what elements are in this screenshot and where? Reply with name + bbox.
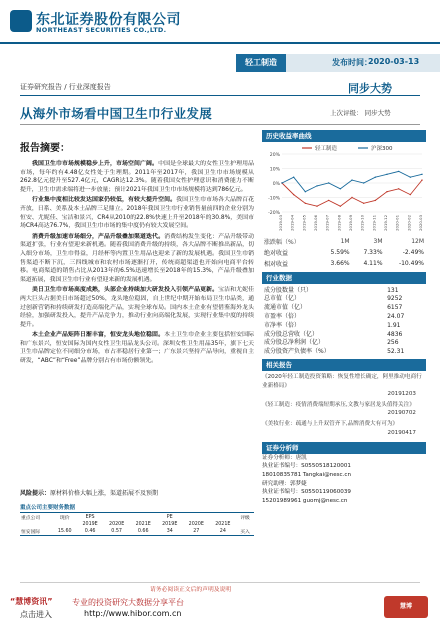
company-logo-icon — [10, 10, 32, 32]
risk-label: 风险提示： — [20, 490, 51, 497]
y-tick-label: 0% — [272, 182, 280, 187]
rating-badge: 同步大势 — [348, 82, 392, 95]
paragraph-heading: 本土企业产品矩阵日渐丰富，恒安龙头地位稳固。 — [32, 332, 165, 339]
risk-text: 原材料价格大幅上涨，渠道拓展不及预期 — [50, 490, 159, 497]
analyst-license: 执业证书编号：S0550119060039 — [262, 489, 351, 496]
analyst-title: 证券分析师 — [262, 442, 426, 454]
market-data-table — [262, 286, 426, 356]
header-divider — [0, 42, 440, 44]
footer-enter-link[interactable]: 点击进入 — [20, 610, 52, 619]
data-point — [375, 177, 376, 178]
data-point — [305, 203, 306, 204]
market-label: 成分股资产负债率（%） — [264, 348, 330, 356]
footer-brand: “慧博资讯” — [10, 597, 53, 606]
table-cell — [183, 513, 210, 521]
data-point — [340, 188, 341, 189]
x-tick-label: 2019-04 — [289, 215, 295, 231]
market-label: 市净率（倍） — [264, 321, 301, 329]
financial-table-title: 重点公司主要财务数据 — [20, 505, 76, 511]
data-point — [410, 194, 411, 195]
market-value: 256 — [387, 339, 399, 347]
analyst-name: 证券分析师：唐凯 — [262, 454, 307, 461]
title-divider — [20, 124, 420, 125]
table-cell: -2.49% — [402, 249, 424, 256]
x-tick-label: 2019-11 — [371, 215, 377, 231]
financial-table-bottom — [20, 535, 254, 536]
industry-tag: 轻工制造 — [236, 54, 286, 72]
trend-title: 历史收益率曲线 — [262, 130, 426, 142]
data-point — [305, 191, 306, 192]
table-cell: 2021E — [135, 521, 151, 527]
paragraph-text: 宝洁和尤妮佳两大巨头占据美日市场超过50%，龙头地位稳固，自上世纪中期开始布局卫生巾品类，通过创新营销和持续研发打造高端化产品，实现全球布局。国内本土企业有望借鉴海外龙头经验，加强研发投入，提升产品竞争力，推动行业向高端化发展，实现行业集中度的持续提升。 — [20, 287, 254, 328]
analyst-contact: 18010835781 Tangkai@nesc.cn — [262, 472, 352, 479]
related-reports-title: 相关报告 — [262, 359, 426, 371]
disclaimer-note: 请务必阅读正文后的声明及说明 — [150, 587, 232, 593]
table-cell: 15.60 — [57, 528, 72, 534]
x-tick-label: 2019-12 — [383, 215, 388, 231]
paragraph-text: 中国是全球最大的女性卫生护理用品市场，每年约有4.48亿女性处于生理期。2011年至2017年，我国卫生巾市场规模从262.8亿元提升至527.4亿元，CAGR达12.3%。随着我国女性护理意识和消费能力不断提升，卫生巾需求端将进一步放量；预计2021年我国卫生巾市场规模将达到786亿元。 — [20, 161, 255, 193]
table-cell: 27 — [193, 528, 200, 534]
table-cell: 2020E — [109, 521, 125, 527]
y-tick-label: -20% — [268, 211, 280, 216]
paragraph-heading: 我国卫生巾市场规模稳步上升，市场空间广阔。 — [32, 161, 159, 167]
performance-table — [262, 236, 426, 269]
table-row — [262, 286, 426, 295]
company-name-cn: 东北证券股份有限公司 — [36, 12, 181, 28]
data-point — [340, 206, 341, 207]
table-cell — [210, 513, 237, 521]
table-cell: 买入 — [240, 529, 250, 535]
data-point — [293, 177, 294, 178]
data-point — [375, 200, 376, 201]
paragraph-heading: 消费升级加速市场细分，产品升级叠加渠道迭代。 — [32, 233, 165, 240]
market-value: 131 — [387, 286, 399, 294]
table-cell: 1M — [340, 238, 350, 245]
related-report-date: 20191203 — [387, 391, 416, 398]
analyst-license: 执业证书编号：S0550518120001 — [262, 463, 351, 470]
legend-label: 轻工制造 — [315, 146, 338, 152]
x-tick-label: 2020-01 — [394, 215, 400, 231]
risk-note — [20, 488, 158, 497]
market-label: 成分股总营收（亿） — [264, 330, 319, 338]
data-point — [281, 182, 282, 183]
summary-paragraph — [20, 196, 254, 230]
summary-paragraph — [20, 233, 254, 285]
sidebar — [262, 130, 426, 505]
last-rating: 上次评级： 同步大势 — [330, 109, 391, 117]
publish-date: 2020-03-13 — [368, 57, 420, 66]
analyst-name: 研究助理：郭梦婕 — [262, 480, 307, 487]
table-cell: PE — [166, 514, 173, 520]
table-row — [20, 527, 254, 535]
data-point — [410, 177, 411, 178]
x-tick-label: 2019-07 — [324, 215, 330, 231]
table-cell: 2020E — [188, 521, 204, 527]
analyst-list — [262, 454, 426, 506]
table-cell — [130, 513, 157, 521]
x-tick-label: 2020-03 — [418, 215, 423, 231]
x-tick-label: 2020-02 — [406, 215, 412, 231]
breadcrumb: 证券研究报告 / 行业深度报告 — [20, 83, 111, 91]
paragraph-text: 我国卫生巾市场各大品牌百花齐放，日系、美系及本土品牌三足鼎立。2018年我国卫生巾行业销售量前四的企业分别为恒安、尤妮佳、宝洁和景兴，CR4从2010的22.8%快速上升至2018年的30.8%，美国市场CR4高达76.7%，我国卫生巾市场的集中度仍有较大发展空间。 — [20, 197, 255, 230]
legend-label: 沪深300 — [371, 146, 393, 152]
trend-chart-svg — [262, 142, 426, 234]
table-cell: 2019E — [82, 521, 98, 527]
summary-body — [20, 160, 254, 368]
footer-divider — [20, 582, 420, 583]
table-cell: 3M — [373, 238, 383, 245]
financial-table — [20, 503, 254, 536]
table-cell: 2019E — [162, 521, 178, 527]
market-value: 4836 — [387, 330, 403, 338]
x-tick-label: 2019-06 — [313, 215, 318, 231]
table-row — [262, 295, 426, 304]
table-cell: 0.57 — [111, 528, 122, 534]
y-tick-label: -10% — [268, 196, 280, 202]
publish-label: 发布时间： — [332, 58, 372, 67]
market-label: 成分股总净利润（亿） — [264, 339, 325, 347]
table-cell: -10.49% — [398, 260, 424, 267]
table-row — [262, 312, 426, 321]
table-cell: 0.46 — [84, 528, 96, 534]
summary-paragraph — [20, 160, 254, 194]
market-label: 市盈率（倍） — [264, 312, 301, 320]
table-row — [262, 321, 426, 330]
market-value: 6157 — [387, 304, 403, 312]
table-cell: 12M — [411, 238, 424, 245]
x-tick-label: 2019-10 — [359, 215, 365, 231]
data-point — [328, 182, 329, 183]
data-point — [316, 206, 317, 207]
data-point — [351, 179, 352, 180]
table-cell: 相对收益 — [264, 261, 289, 268]
related-report-link[interactable]: 《美妆行业：疏通与上升双管齐下,品牌消费大有可为》 — [262, 421, 399, 428]
market-label: 总市值（亿） — [264, 295, 301, 303]
table-row — [262, 247, 426, 258]
market-value: 52.31 — [387, 348, 405, 356]
table-cell: 5.59% — [330, 249, 350, 256]
related-reports-list — [262, 373, 426, 438]
paragraph-text: 消费结构发生变化：产品升级带动渠道扩张，行业有望迎来新机遇。随着我国消费升级的持续，各大品牌不断推出新品，切入细分市场，卫生巾得益，月经杯等内置卫生用品也迎来了新的发展机遇。我国卫生巾销售渠道不断下沉，三四线城市和农村市场逐渐打开，传统商超渠道也开始向电商平台转移。电商渠道的销售占比从2013年的6.5%迅速增长至2018年的15.3%，产品升级叠加渠道拓展，我国卫生巾行业有望迎来新的发展机遇。 — [20, 233, 255, 283]
y-tick-label: 20% — [269, 153, 280, 158]
market-data-title: 行业数据 — [262, 272, 426, 284]
trend-chart — [262, 142, 426, 234]
related-report-date: 20190417 — [387, 429, 416, 436]
analyst-contact: 15201989961 guomj@nesc.cn — [262, 497, 348, 504]
y-tick-label: 10% — [269, 167, 280, 173]
table-header-row — [20, 513, 254, 521]
x-tick-label: 2019-08 — [336, 215, 342, 231]
paragraph-text: 本土卫生巾企业主要包括恒安国际和广东景兴，恒安国际为国内女性卫生用品龙头公司。深圳女性卫生用品35年，旗下七天卫生巾品牌定位不同细分市场，市占率稳居行业第一；广东景兴坚持产品导向，重视自主研发，“ABC”和“Free”品牌分别占有市场份额领先。 — [20, 332, 255, 365]
data-point — [386, 191, 387, 192]
table-cell: 绝对收益 — [264, 250, 289, 257]
table-cell: 2021E — [215, 521, 231, 527]
table-cell — [103, 513, 130, 521]
report-header — [0, 0, 440, 96]
related-report-date: 20190702 — [387, 410, 416, 417]
table-cell: 重点公司 — [21, 515, 41, 521]
table-cell: 34 — [166, 528, 173, 534]
footer-logo-icon: 慧博 — [384, 596, 428, 618]
data-point — [328, 200, 329, 201]
table-row — [262, 339, 426, 348]
data-point — [398, 171, 399, 172]
x-tick-label: 2019-05 — [301, 215, 307, 231]
table-cell: 24 — [219, 528, 226, 534]
data-point — [363, 203, 364, 204]
summary-title: 报告摘要： — [20, 143, 70, 154]
table-cell: 恒安国际 — [21, 529, 41, 535]
report-title: 从海外市场看中国卫生巾行业发展 — [20, 106, 213, 121]
table-cell: 涨跌幅（%） — [264, 239, 300, 246]
table-cell: EPS — [85, 514, 95, 520]
data-point — [293, 194, 294, 195]
market-value: 9252 — [387, 295, 403, 303]
market-value: 24.07 — [387, 312, 405, 320]
table-header-row — [262, 236, 426, 247]
table-cell: 4.11% — [363, 260, 383, 267]
data-point — [398, 188, 399, 189]
table-cell: 7.33% — [363, 249, 383, 256]
summary-paragraph — [20, 331, 254, 365]
data-point — [363, 182, 364, 183]
series-line — [282, 171, 422, 191]
related-report-link[interactable]: 《轻工制造：疫情消费端短期承压,文教与家居龙头值得关注》 — [262, 402, 415, 409]
data-point — [351, 197, 352, 198]
table-cell: 0.66 — [137, 528, 149, 534]
table-row — [262, 258, 426, 269]
market-value: 1.91 — [387, 321, 401, 329]
table-cell: 评级 — [240, 515, 250, 521]
table-cell: 现价 — [59, 515, 70, 521]
series-line — [282, 180, 422, 206]
footer-url-link[interactable]: http://www.hibor.com.cn — [84, 609, 182, 618]
paragraph-heading: 美日卫生巾市场高度成熟，头部企业持续加大研发投入引领产品更新。 — [32, 287, 219, 294]
related-report-link[interactable]: 《2020年轻工制造投资策略：恢复性增长确定，阿里推动电商行业新格局》 — [262, 374, 422, 389]
market-label: 流通市值（亿） — [264, 304, 307, 312]
data-point — [421, 174, 422, 175]
footer-slogan: 专业的投资研究大数据分享平台 — [72, 598, 184, 607]
x-tick-label: 2019-03 — [278, 215, 283, 231]
data-point — [386, 174, 387, 175]
x-tick-label: 2019-09 — [348, 215, 353, 231]
market-label: 成分股数量（只） — [264, 286, 313, 294]
table-row — [262, 304, 426, 313]
data-point — [316, 185, 317, 186]
company-name-en: NORTHEAST SECURITIES CO.,LTD. — [36, 26, 167, 34]
data-point — [421, 179, 422, 180]
table-row — [262, 347, 426, 356]
table-cell: 3.66% — [330, 260, 350, 267]
paragraph-heading: 行业集中度相比较发达国家仍较低，有较大提升空间。 — [32, 197, 177, 204]
summary-paragraph — [20, 286, 254, 329]
breadcrumb-divider — [20, 95, 420, 96]
financial-table-grid — [20, 513, 254, 535]
table-row — [262, 330, 426, 339]
